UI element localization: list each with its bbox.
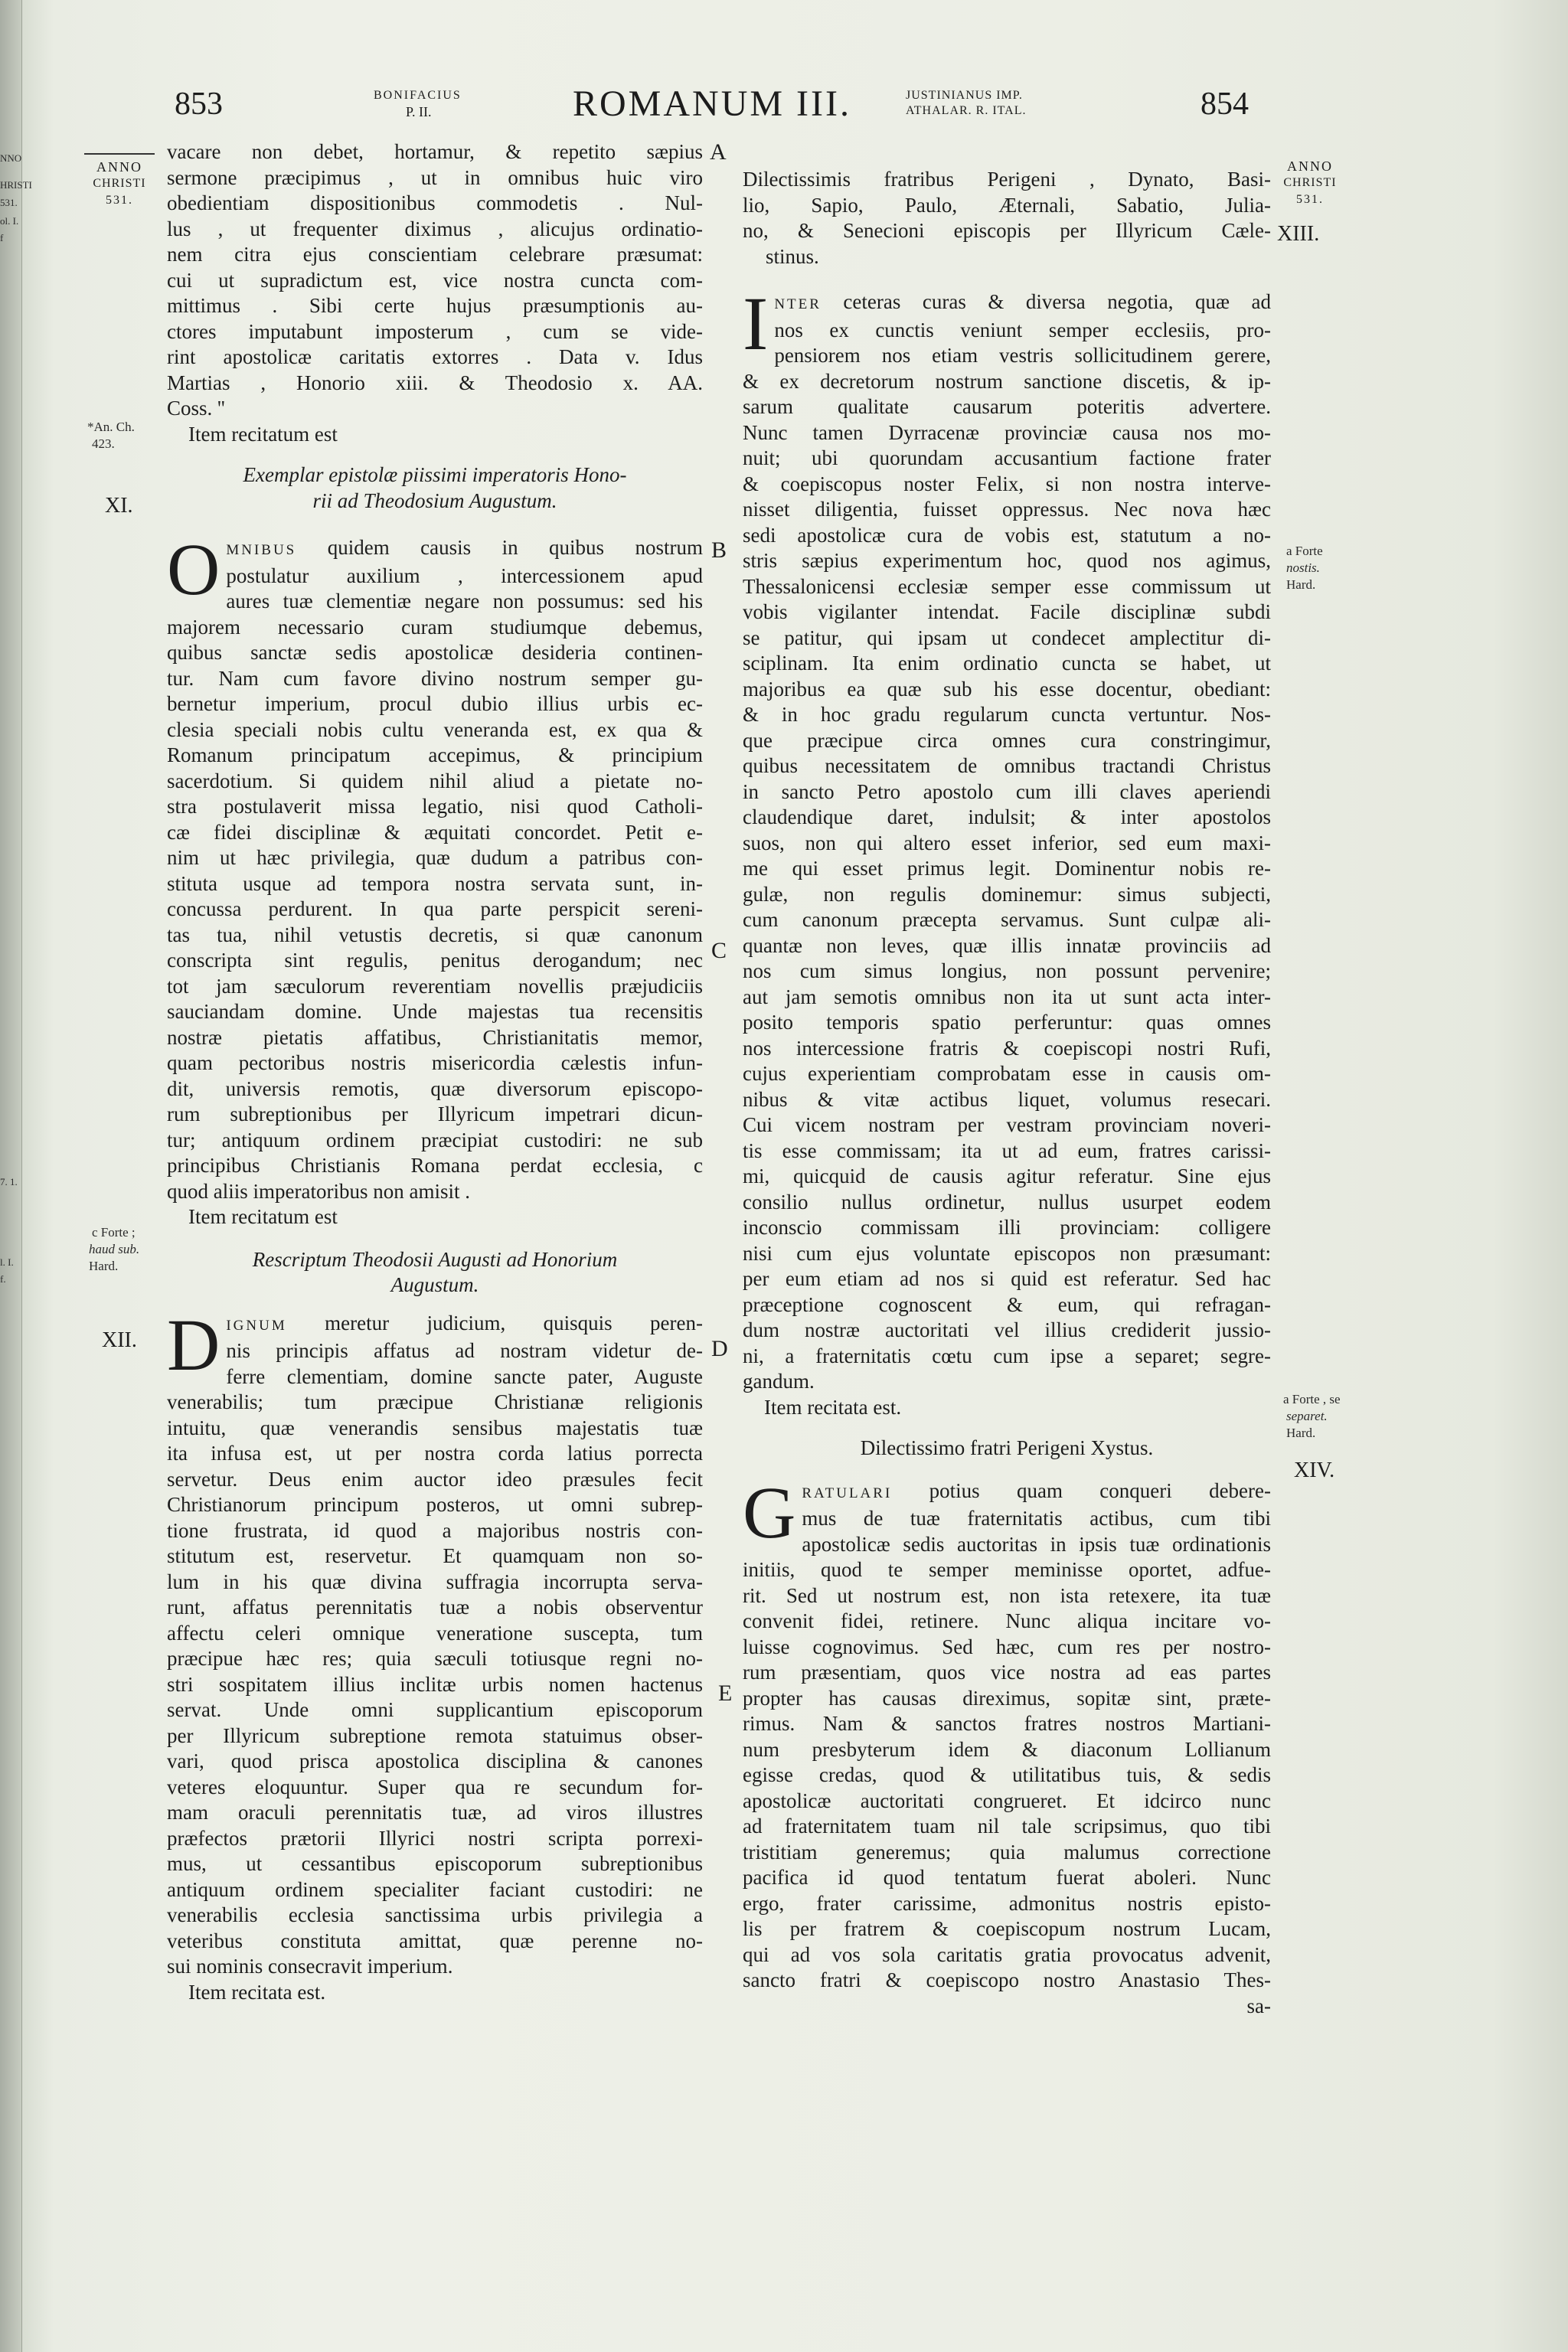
paragraph xyxy=(167,1303,703,1955)
text-line: quibus sanctæ sedis apostolicæ desideria continen- xyxy=(167,641,703,664)
text-line: Martias , Honorio xiii. & Theodosio x. AA. xyxy=(167,371,703,394)
text-line: vacare non debet, hortamur, & repetito sæpius xyxy=(167,140,703,163)
left-column xyxy=(167,139,703,2005)
text-line: ceteras curas & diversa negotia, quæ ad xyxy=(843,290,1271,313)
text-line: tur. Nam cum favore divino nostrum semper gu- xyxy=(167,666,703,690)
address-block xyxy=(743,167,1271,244)
text-line: se patitur, qui ipsam ut condecet amplectitur di- xyxy=(743,626,1271,649)
text-line: Romanum principatum accepimus, & principium xyxy=(167,743,703,766)
text-line: tis esse commissam; ita ut ad eum, fratres carissi- xyxy=(743,1138,1271,1162)
text-line: & ex decretorum nostrum sanctione discetis, & ip- xyxy=(743,369,1271,393)
text-line: & coepiscopus noster Felix, si non nostra interve- xyxy=(743,472,1271,495)
text-line: nim ut hæc privilegia, quæ dudum a patribus con- xyxy=(167,846,703,869)
text-line: sa- xyxy=(1246,1994,1271,2017)
text-line: cui ut supradictum est, vice nostra cuncta com- xyxy=(167,268,703,292)
text-line: mus de tuæ fraternitatis actibus, cum tibi xyxy=(802,1507,1271,1530)
item-recitata: Item recitata est. xyxy=(188,1980,326,2004)
text-line: sui nominis consecravit imperium. xyxy=(167,1955,453,1978)
footnote-source: Hard. xyxy=(1286,1426,1316,1440)
text-line: majoribus ea quæ sub his esse docentur, obediant: xyxy=(743,677,1271,701)
text-line: intuitu, quæ venerandis sensibus majestatis tuæ xyxy=(167,1416,703,1439)
address-heading: Dilectissimo fratri Perigeni Xystus. xyxy=(860,1436,1154,1459)
section-number-xi: XI. xyxy=(105,494,133,518)
text-line: stinus. xyxy=(766,244,819,268)
drop-cap: I xyxy=(743,281,769,366)
side-note-an-ch: *An. Ch. xyxy=(87,420,135,434)
text-line: gulæ, non regulis dominemur: simus subjecti, xyxy=(743,882,1271,906)
text-line: vari, quod prisca apostolica disciplina & canones xyxy=(167,1749,703,1772)
paragraph xyxy=(167,528,704,1179)
text-line: Cui vicem nostram per vestram provinciam noveri- xyxy=(743,1113,1271,1136)
header-right-subname: ATHALAR. R. ITAL. xyxy=(906,104,1027,117)
footnote-marker-a: a Forte xyxy=(1286,544,1323,558)
text-line: bernetur imperium, procul dubio illius urbis ec- xyxy=(167,692,703,715)
text-line: nem citra ejus conscientiam celebrare præsumat: xyxy=(167,243,703,266)
item-recitata: Item recitata est. xyxy=(764,1395,902,1419)
christi-label: CHRISTI xyxy=(93,177,146,190)
footnote-text: haud sub. xyxy=(89,1242,140,1256)
text-line: num presbyterum idem & diaconum Lollianum xyxy=(743,1737,1271,1761)
text-line: venerabilis ecclesia sanctissima urbis privilegia a xyxy=(167,1903,703,1926)
text-line: aut jam semotis omnibus non ita ut sunt acta inter- xyxy=(743,985,1271,1008)
text-line: præcipue hæc res; quia sæculi totiusque regni no- xyxy=(167,1647,703,1670)
text-line: lio, Sapio, Paulo, Æternali, Sabatio, Julia- xyxy=(743,193,1271,217)
text-line: sciplinam. Ita enim ordinatio cuncta se habet, ut xyxy=(743,652,1271,675)
section-heading: Augustum. xyxy=(390,1273,479,1296)
text-line: cæ fidei disciplinæ & æquitati concordet. Petit e- xyxy=(167,820,703,844)
text-line: cum canonum præcepta servamus. Sunt culpæ ali- xyxy=(743,908,1271,931)
text-line: præceptione cognoscent & eum, qui refragan- xyxy=(743,1292,1271,1316)
text-line: principibus Christianis Romana perdat ecclesia, c xyxy=(167,1154,703,1177)
prev-page-fragment: HRISTI xyxy=(0,179,32,191)
text-line: sancto fratri & coepiscopo nostro Anastasio Thes- xyxy=(743,1968,1271,1991)
section-number-xiv: XIV. xyxy=(1294,1459,1335,1482)
text-line: quam pectoribus nostris misericordia cælestis infun- xyxy=(167,1051,703,1074)
text-line: tot jam sæculorum reverentiam novellis præjudiciis xyxy=(167,974,703,998)
initial-caps: MNIBUS xyxy=(226,542,297,558)
text-line: sermone præcipimus , ut in omnibus huic viro xyxy=(167,165,703,189)
text-line: pensiorem nos etiam vestris sollicitudinem gerere, xyxy=(774,344,1271,367)
right-column xyxy=(743,167,1271,2019)
text-line: mittimus . Sibi certe hujus præsumptionis au- xyxy=(167,294,703,317)
prev-page-fragment: 531. xyxy=(0,197,18,208)
text-line: consilio nullus ordinetur, nullus usurpet eodem xyxy=(743,1190,1271,1214)
text-line: & in hoc gradu regularum cuncta vertuntur. Nos- xyxy=(743,703,1271,726)
text-line: nos ex cunctis veniunt semper ecclesiis, pro- xyxy=(774,318,1271,341)
anno-christi-right xyxy=(1268,158,1352,208)
header-left-subname: P. II. xyxy=(406,104,432,119)
text-line: antiquum ordinem specialiter faciant custodiri: ne xyxy=(167,1877,703,1901)
paragraph xyxy=(167,139,703,396)
anno-christi-left xyxy=(84,158,155,209)
text-line: conscripta sint regulis, penitus derogandum; nec xyxy=(167,949,703,972)
drop-cap: O xyxy=(167,528,220,610)
section-number-xii: XII. xyxy=(102,1328,137,1352)
text-line: que præcipue circa omnes cura constringimur, xyxy=(743,728,1271,752)
anno-year: 531. xyxy=(1296,193,1324,206)
text-line: ni, a fraternitatis cœtu cum ipse a separet; segre- xyxy=(743,1344,1271,1367)
text-line: stra postulaverit missa legatio, nisi quod Catholi- xyxy=(167,795,703,818)
text-line: ad fraternitatem tuam nil tale scripsimus, quo tibi xyxy=(743,1815,1271,1838)
text-line: no, & Senecioni episcopis per Illyricum Cæle- xyxy=(743,219,1271,242)
text-line: nisi cum ejus voluntate episcopos non præsumant: xyxy=(743,1241,1271,1265)
text-line: veteres eloquuntur. Super qua re secundum for- xyxy=(167,1775,703,1798)
section-letter-e: E xyxy=(718,1681,733,1706)
christi-label: CHRISTI xyxy=(1283,176,1337,189)
text-line: venerabilis; tum præcipue Christianæ religionis xyxy=(167,1390,703,1413)
text-line: quibus necessitatem de omnibus tractandi Christus xyxy=(743,754,1271,777)
text-line: propter has causas direximus, sopitæ sint, præte- xyxy=(743,1686,1271,1710)
text-line: tas tua, nihil vetustis decretis, si quæ canonum xyxy=(167,923,703,946)
text-line: postulatur auxilium , intercessionem apud xyxy=(226,564,703,587)
text-line: ita infusa est, ut per nostra corda latius porrecta xyxy=(167,1442,703,1465)
page-number-right: 854 xyxy=(1200,87,1249,122)
text-line: runt, affatus perennitatis tuæ a nobis observentur xyxy=(167,1596,703,1619)
text-line: præfectos prætorii Illyrici nostri scripta porrexi- xyxy=(167,1826,703,1850)
footnote-marker-a: a Forte , se xyxy=(1283,1392,1341,1406)
text-line: Christianorum principum posteros, ut omni subrep- xyxy=(167,1493,703,1516)
text-line: dum nostræ auctoritati vel illius crediderit jussio- xyxy=(743,1318,1271,1341)
section-letter-b: B xyxy=(711,537,727,563)
text-line: qui ad vos sola caritatis gratia provocatus advenit, xyxy=(743,1942,1271,1966)
text-line: tur; antiquum ordinem præcipiat custodiri: ne sub xyxy=(167,1128,703,1152)
text-line: nibus & vitæ actibus liquet, volumus resecari. xyxy=(743,1087,1271,1111)
header-right-name: JUSTINIANUS IMP. xyxy=(906,89,1023,102)
text-line: nos intercessione fratris & coepiscopi nostri Rufi, xyxy=(743,1036,1271,1060)
text-line: stri sospitatem illius inclitæ urbis nomen hactenus xyxy=(167,1672,703,1696)
text-line: quidem causis in quibus nostrum xyxy=(327,536,704,559)
text-line: lum in his quæ divina suffragia incorrupta serva- xyxy=(167,1570,703,1593)
footnote-source: Hard. xyxy=(1286,577,1316,592)
text-line: sauciandam domine. Unde majestas tua recensitis xyxy=(167,1000,703,1023)
text-line: mi, quicquid de causis agitur referatur. Sine ejus xyxy=(743,1165,1271,1187)
drop-cap: D xyxy=(167,1303,220,1386)
header-left-name: BONIFACIUS xyxy=(374,89,462,102)
initial-caps: RATULARI xyxy=(802,1485,893,1501)
text-line: suos, non qui altero esset inferior, sed eum maxi- xyxy=(743,831,1271,854)
text-line: nis principis affatus ad nostram videtur de- xyxy=(226,1339,703,1362)
section-heading: rii ad Theodosium Augustum. xyxy=(312,488,557,512)
anno-label: ANNO xyxy=(1287,158,1333,174)
text-line: nostræ pietatis affatibus, Christianitatis memor, xyxy=(167,1025,703,1049)
text-line: ctores imputabunt imposterum , cum se vide- xyxy=(167,319,703,343)
footnote-marker-c: c Forte ; xyxy=(92,1225,136,1240)
text-line: quod aliis imperatoribus non amisit . xyxy=(167,1179,470,1203)
section-heading: Rescriptum Theodosii Augusti ad Honorium xyxy=(252,1247,618,1271)
text-line: apostolicæ auctoritati congrueret. Et idcirco nunc xyxy=(743,1788,1271,1812)
text-line: rimus. Nam & sanctos fratres nostros Martiani- xyxy=(743,1712,1271,1735)
section-letter-a: A xyxy=(710,139,727,165)
text-line: veteribus constituta amittat, quæ perenne no- xyxy=(167,1929,703,1952)
anno-year: 531. xyxy=(106,194,133,207)
text-line: luisse cognovimus. Sed hæc, cum res per nostro- xyxy=(743,1635,1271,1658)
text-line: convenit fidei, retinere. Nunc aliqua incitare vo- xyxy=(743,1609,1271,1632)
side-note-year: 423. xyxy=(92,436,115,451)
prev-page-fragment: f. xyxy=(0,1273,6,1285)
text-line: Nunc tamen Dyrracenæ provinciæ causa nos mo- xyxy=(743,420,1271,444)
text-line: servetur. Deus enim auctor ideo præsules fecit xyxy=(167,1467,703,1491)
section-letter-d: D xyxy=(711,1336,728,1361)
text-line: inconscio commissam illi provinciam: colligere xyxy=(743,1216,1271,1239)
prev-page-fragment: f xyxy=(0,232,4,243)
text-line: per eum etiam ad nos si quid est referatur. Sed hac xyxy=(743,1267,1271,1290)
initial-caps: IGNUM xyxy=(226,1317,287,1334)
text-line: initiis, quod te semper meminisse oportet, adfue- xyxy=(743,1558,1271,1581)
item-recitatum: Item recitatum est xyxy=(188,1205,338,1228)
initial-caps: NTER xyxy=(774,296,822,312)
text-line: aures tuæ clementiæ negare non possumus: sed his xyxy=(226,590,703,612)
text-line: lis per fratrem & coepiscopum nostrum Lucam, xyxy=(743,1917,1271,1940)
text-line: obedientiam dispositionibus commodetis . Nul- xyxy=(167,191,703,214)
text-line: majorem necessario curam studiumque debemus, xyxy=(167,615,703,639)
text-line: clesia speciali nobis cultu veneranda est, ex qua & xyxy=(167,717,703,741)
drop-cap: G xyxy=(743,1471,796,1553)
text-line: egisse credas, quod & utilitatibus tuis, & sedis xyxy=(743,1763,1271,1786)
text-line: affectu celeri omnique veneratione suscepta, tum xyxy=(167,1621,703,1645)
text-line: me qui esset primus legit. Dominentur nobis re- xyxy=(743,857,1271,880)
text-line: stris sæpius experimentum hoc, quod nos agimus, xyxy=(743,549,1271,572)
section-letter-c: C xyxy=(711,938,727,963)
text-line: per Illyricum subreptione remota statuimus obser- xyxy=(167,1723,703,1747)
text-line: Coss. '' xyxy=(167,397,225,420)
page-number-left: 853 xyxy=(175,87,223,122)
text-line: nos cum simus longius, non possunt pervenire; xyxy=(743,959,1271,982)
section-number-xiii: XIII. xyxy=(1277,222,1320,246)
text-line: meretur judicium, quisquis peren- xyxy=(325,1311,703,1334)
prev-page-fragment: 7. 1. xyxy=(0,1176,18,1187)
text-line: lus , ut frequenter diximus , alicujus ordinatio- xyxy=(167,217,703,240)
text-line: sedi apostolicæ cura de vobis est, statutum a no- xyxy=(743,523,1271,547)
paragraph xyxy=(743,281,1271,1369)
item-recitatum: Item recitatum est xyxy=(188,422,338,446)
text-line: pacifica id quod tentatum fuerat aboleri. Nunc xyxy=(743,1866,1271,1889)
text-line: stituta usque ad tempora nostra servata sunt, in- xyxy=(167,871,703,895)
text-line: ergo, frater carissime, admonitus nostris episto- xyxy=(743,1891,1271,1915)
text-line: concussa perdurent. In qua parte perspicit sereni- xyxy=(167,897,703,920)
text-line: tione frustrata, id quod a majoribus nostris con- xyxy=(167,1518,703,1542)
text-line: sarum qualitate causarum poteritis advertere. xyxy=(743,395,1271,418)
anno-label: ANNO xyxy=(96,159,142,175)
text-line: stitutum est, reservetur. Et quamquam non so- xyxy=(167,1544,703,1567)
text-line: rum subreptionibus per Illyricum impetrari dicun- xyxy=(167,1102,703,1125)
text-line: cujus experientiam comprobatam esse in causis om- xyxy=(743,1062,1271,1085)
text-line: ferre clementiam, domine sancte pater, Auguste xyxy=(226,1364,703,1388)
footnote-text: separet. xyxy=(1286,1409,1328,1423)
text-line: servat. Unde omni supplicantium episcoporum xyxy=(167,1698,703,1721)
footnote-source: Hard. xyxy=(89,1259,119,1273)
page-title: ROMANUM III. xyxy=(573,83,851,124)
text-line: quantæ non leves, quæ illis innatæ provinciis ad xyxy=(743,933,1271,957)
text-line: rum præsentiam, quos vice nostra ad eas partes xyxy=(743,1661,1271,1684)
footnote-text: nostis. xyxy=(1286,560,1320,575)
text-line: tristitiam generemus; quia malumus correctione xyxy=(743,1840,1271,1864)
text-line: sacerdotium. Si quidem nihil aliud a pietate no- xyxy=(167,769,703,792)
text-line: nuit; ubi quorundam accusantium factione frater xyxy=(743,446,1271,469)
prev-page-fragment: NNO xyxy=(0,152,22,164)
text-line: in sancto Petro apostolo cum illi claves aperiendi xyxy=(743,779,1271,803)
text-line: rit. Sed ut nostrum est, non ista retexere, ita tuæ xyxy=(743,1583,1271,1607)
text-line: vobis vigilanter intendat. Facile disciplinæ subdi xyxy=(743,600,1271,623)
text-line: mus, ut cessantibus episcoporum subreptionibus xyxy=(167,1852,703,1875)
prev-page-fragment: l. I. xyxy=(0,1256,14,1268)
text-line: mam oraculi perennitatis tuæ, ad viros illustres xyxy=(167,1801,703,1824)
text-line: gandum. xyxy=(743,1370,815,1393)
text-line: dit, universis remotis, quæ diversorum episcopo- xyxy=(167,1076,703,1100)
text-line: claudendique daret, indulsit; & inter apostolos xyxy=(743,805,1271,828)
text-line: nisset diligentia, fuisset oppressus. Nec nova hæc xyxy=(743,498,1271,521)
text-line: rint apostolicæ caritatis extorres . Data v. Idus xyxy=(167,345,703,368)
paragraph xyxy=(743,1471,1272,1994)
prev-page-fragment: ol. I. xyxy=(0,215,19,227)
text-line: posito temporis spatio perferuntur: quas omnes xyxy=(743,1011,1271,1034)
text-line: apostolicæ sedis auctoritas in ipsis tuæ ordinationis xyxy=(802,1532,1271,1556)
text-line: Dilectissimis fratribus Perigeni , Dynato, Basi- xyxy=(743,168,1271,191)
anno-rule-left xyxy=(84,153,155,155)
text-line: potius quam conqueri debere- xyxy=(929,1478,1272,1502)
section-heading: Exemplar epistolæ piissimi imperatoris Hono- xyxy=(243,463,627,486)
text-line: Thessalonicensi ecclesiæ semper esse commissum ut xyxy=(743,574,1271,598)
